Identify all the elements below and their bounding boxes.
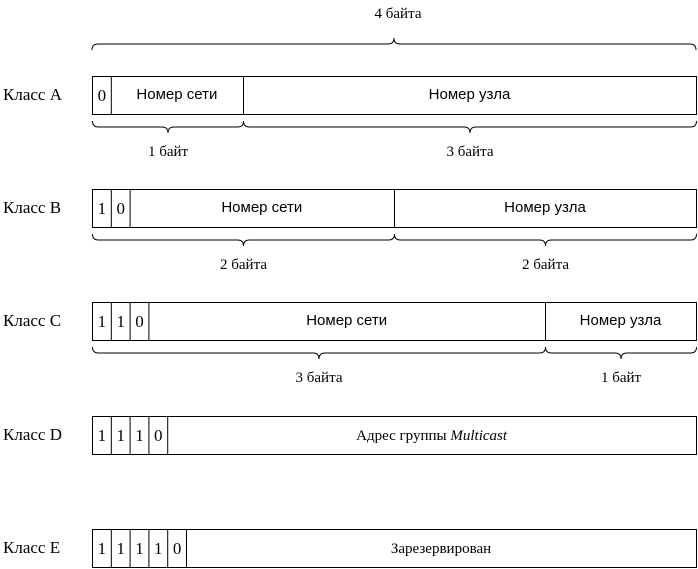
leading-bit: 1 <box>135 539 144 558</box>
class-label: Класс D <box>3 425 62 444</box>
network-number-field: Номер сети <box>136 86 218 103</box>
class-row-c <box>3 302 697 386</box>
byte-count-label: 3 байта <box>295 370 343 386</box>
leading-bit: 0 <box>154 426 163 445</box>
byte-count-label: 1 байт <box>600 370 642 386</box>
class-label: Класс E <box>3 538 61 557</box>
field-text: Зарезервирован <box>390 541 492 557</box>
network-number-field: Номер сети <box>306 312 388 329</box>
byte-brace <box>93 234 395 246</box>
byte-count-label: 1 байт <box>147 144 189 160</box>
leading-bit: 0 <box>116 199 125 218</box>
leading-bit: 1 <box>97 539 107 558</box>
byte-brace <box>93 347 546 359</box>
leading-bit: 1 <box>97 312 107 331</box>
host-number-field: Номер узла <box>428 86 511 103</box>
top-brace-label: 4 байта <box>374 6 422 22</box>
byte-brace <box>546 347 697 359</box>
leading-bit: 0 <box>172 539 182 558</box>
leading-bit: 1 <box>135 426 144 445</box>
leading-bit: 0 <box>135 312 144 331</box>
multicast-group-address-field <box>356 428 508 444</box>
class-row-e <box>3 529 697 568</box>
leading-bit: 1 <box>97 426 107 445</box>
reserved-field <box>391 541 491 557</box>
top-brace-4-bytes <box>92 38 696 50</box>
host-number-field: Номер узла <box>504 199 586 216</box>
multicast-italic-text: Multicast <box>450 428 508 444</box>
class-label: Класс A <box>3 85 62 104</box>
leading-bit: 1 <box>97 199 107 218</box>
leading-bit: 1 <box>116 426 125 445</box>
leading-bit: 1 <box>154 539 163 558</box>
byte-count-label: 2 байта <box>522 257 569 273</box>
byte-count-label: 2 байта <box>220 257 267 273</box>
class-label: Класс C <box>3 311 62 330</box>
byte-brace <box>244 121 697 133</box>
class-row-a <box>3 76 697 160</box>
byte-count-label: 3 байта <box>446 144 494 160</box>
byte-brace <box>93 121 244 133</box>
leading-bit: 0 <box>97 86 107 105</box>
network-number-field: Номер сети <box>221 199 303 216</box>
class-row-b <box>3 189 697 273</box>
leading-bit: 1 <box>116 539 125 558</box>
leading-bit: 1 <box>116 312 125 331</box>
class-row-d <box>3 416 697 455</box>
class-label: Класс B <box>3 198 62 217</box>
byte-brace <box>395 234 697 246</box>
host-number-field: Номер узла <box>579 312 662 329</box>
field-text: Адрес группы <box>356 428 451 444</box>
